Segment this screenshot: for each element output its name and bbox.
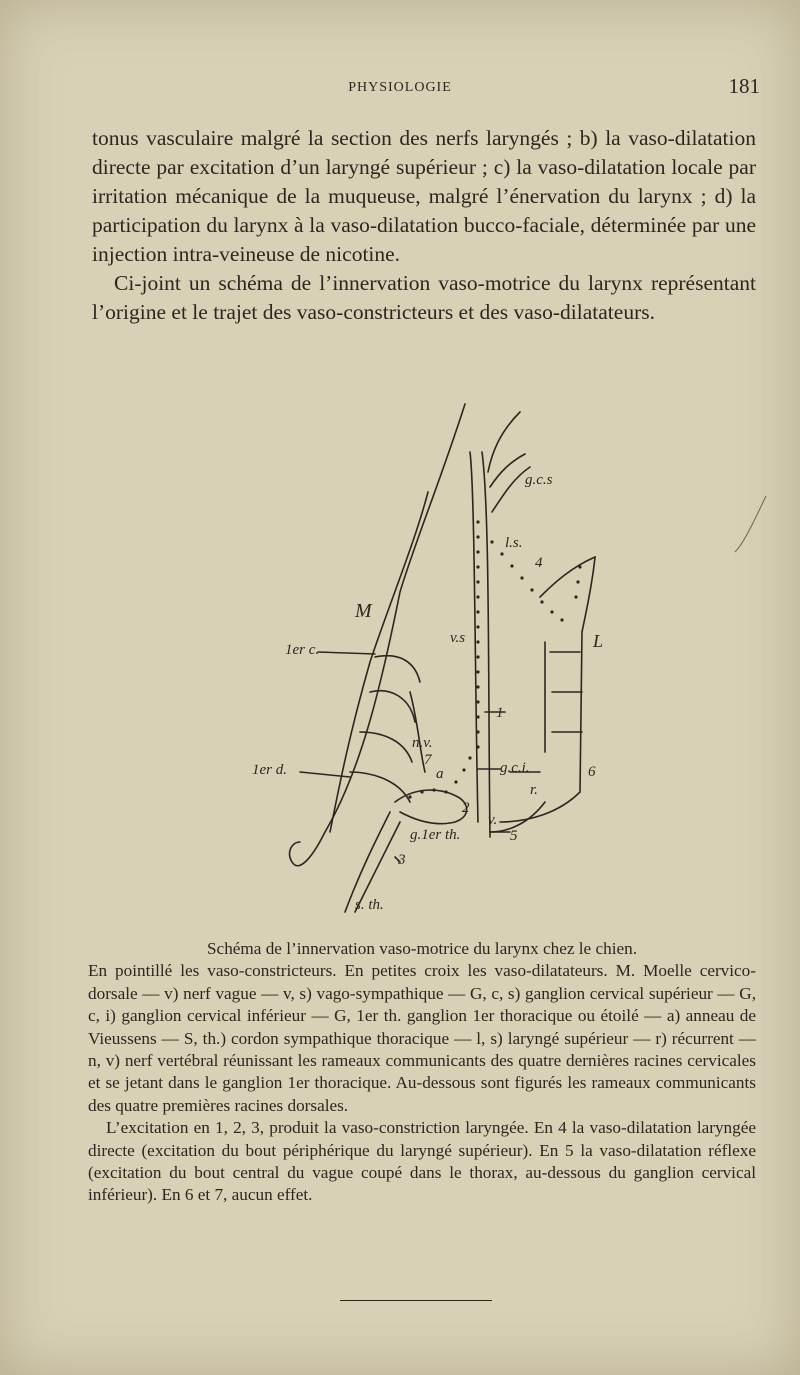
page-header <box>0 72 800 102</box>
label-5: 5 <box>510 828 518 844</box>
upper-branch <box>490 454 525 487</box>
page-number: 181 <box>728 74 760 98</box>
label-gcs: g.c.s <box>525 472 553 488</box>
vago-sympathetic-trunk <box>470 452 478 822</box>
label-nv: n.v. <box>412 735 433 751</box>
label-sth: s. th. <box>355 897 384 913</box>
label-L: L <box>593 631 604 651</box>
label-7: 7 <box>424 752 432 768</box>
label-v: v. <box>488 812 498 828</box>
label-r: r. <box>530 782 538 798</box>
caption-legend: En pointillé les vaso-constricteurs. En petites croix les vaso-dilatateurs. M. Moelle cervico-dorsale — v) nerf vague — v, s) vago-sympathique — G, c, s) ganglion cervical supérieur — G, c, i) ganglion cervical inférieur — G, 1er th. ganglion 1er thoracique ou étoilé — a) anneau de Vieussens — S, th.) cordon sympathique thoracique — l, s) laryngé supérieur — r) récurrent — n, v) nerf vertébral réunissant les rameaux communicants des quatre dernières racines cervicales et se jetant dans le ganglion 1er thoracique. Au-dessous sont figurés les rameaux communicants des quatre premières racines dorsales. <box>88 961 756 1115</box>
upper-branch <box>488 412 520 472</box>
spinal-cord-outline <box>330 492 428 832</box>
label-1er-c: 1er c. <box>285 642 320 658</box>
running-title: PHYSIOLOGIE <box>348 80 452 95</box>
caption-explanation: L’excitation en 1, 2, 3, produit la vaso-constriction laryngée. En 4 la vaso-dilatation laryngée directe (excitation du bout périphérique du laryngé supérieur). En 5 la vaso-dilatation réflexe (excitation du bout central du vague coupé dans le thorax, au-dessous du ganglion cervical inférieur). En 6 et 7, aucun effet. <box>88 1118 756 1205</box>
stray-pencil-mark <box>730 490 770 560</box>
caption-title: Schéma de l’innervation vaso-motrice du larynx chez le chien. <box>207 939 637 958</box>
label-1er-d: 1er d. <box>252 762 287 778</box>
label-2: 2 <box>462 800 470 816</box>
label-4: 4 <box>535 555 543 571</box>
dotted-constrictor-paths <box>408 520 581 798</box>
label-ls: l.s. <box>505 535 523 551</box>
label-3: 3 <box>398 852 406 868</box>
label-vs: v.s <box>450 630 466 646</box>
label-g1erth: g.1er th. <box>410 827 461 843</box>
ansa-vieussens <box>395 790 467 824</box>
nerve-root <box>360 732 412 762</box>
label-6: 6 <box>588 764 596 780</box>
spinal-cord-outline <box>290 404 465 866</box>
leader-line <box>318 652 375 654</box>
vago-sympathetic-trunk <box>482 452 490 837</box>
figure-caption <box>88 938 756 1207</box>
innervation-schema-figure <box>200 392 620 922</box>
label-M: M <box>355 600 372 622</box>
body-paragraph: tonus vasculaire malgré la section des nerfs laryngés ; b) la vaso-dilatation directe par excitation d’un laryngé supérieur ; c) la vaso-dilatation locale par irritation mécanique de la muqueuse, malgré l’énervation du larynx ; d) la participation du larynx à la vaso-dilatation bucco-faciale, déterminée par une injection intra-veineuse de nicotine. <box>92 126 756 266</box>
label-gci: g.c.i. <box>500 760 530 776</box>
vertebral-nerve <box>410 692 425 772</box>
larynx-outline <box>550 652 582 732</box>
innervation-schema-drawing <box>200 392 620 922</box>
larynx-outline <box>500 557 595 822</box>
body-text <box>92 124 756 327</box>
end-rule <box>340 1300 492 1301</box>
label-1: 1 <box>496 705 504 721</box>
label-a: a <box>436 766 444 782</box>
body-paragraph: Ci-joint un schéma de l’innervation vaso-motrice du larynx représentant l’origine et le trajet des vaso-constricteurs et des vaso-dilatateurs. <box>92 271 756 324</box>
